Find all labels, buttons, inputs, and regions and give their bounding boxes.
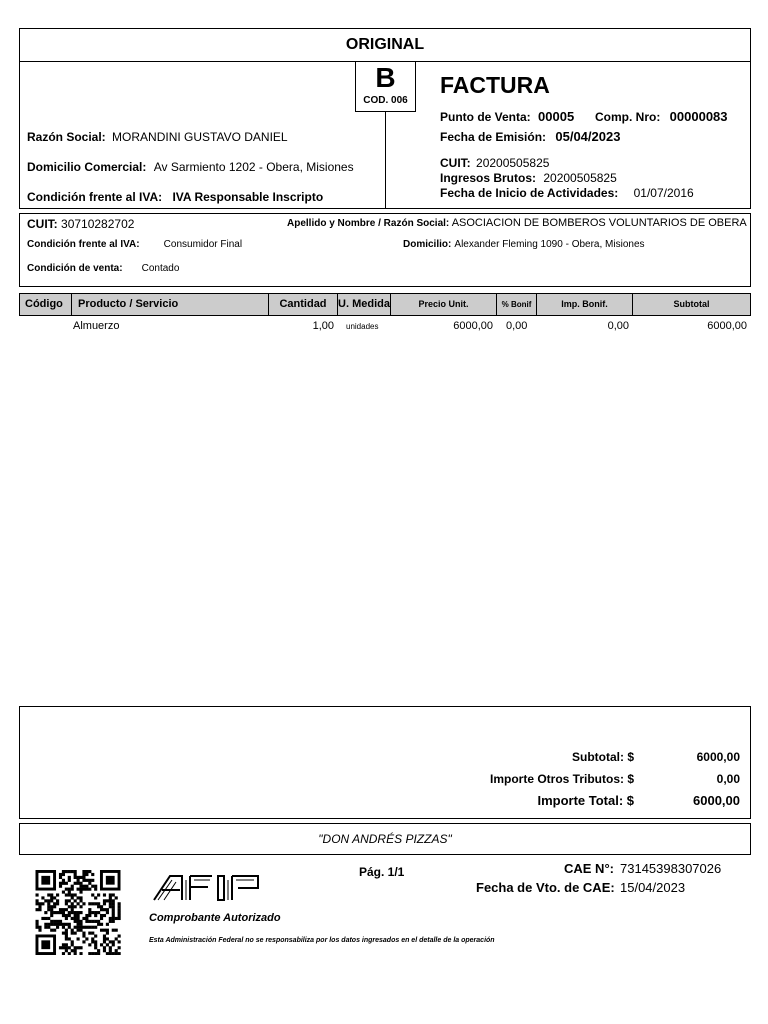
col-producto: Producto / Servicio xyxy=(72,294,269,315)
observation-text: "DON ANDRÉS PIZZAS" xyxy=(318,832,452,846)
issuer-domicilio: Domicilio Comercial: Av Sarmiento 1202 - Obera, Misiones xyxy=(27,160,354,174)
col-cantidad: Cantidad xyxy=(269,294,338,315)
fecha-emision: Fecha de Emisión: 05/04/2023 xyxy=(440,129,621,144)
issuer-cuit: CUIT: 20200505825 xyxy=(440,156,550,170)
client-condicion-venta: Condición de venta: Contado xyxy=(27,263,180,274)
header-divider xyxy=(385,110,386,209)
observation-box xyxy=(19,823,751,855)
copy-label: ORIGINAL xyxy=(345,36,425,53)
copy-label-box xyxy=(19,28,751,62)
col-precio: Precio Unit. xyxy=(391,294,497,315)
row-subtotal: 6000,00 xyxy=(707,320,747,332)
invoice-title: FACTURA xyxy=(440,72,550,98)
row-cantidad: 1,00 xyxy=(312,320,334,332)
otros-tributos-value: 0,00 xyxy=(716,772,740,786)
issuer-iva: Condición frente al IVA: IVA Responsable Inscripto xyxy=(27,190,324,204)
qr-code xyxy=(33,870,123,955)
invoice-code: COD. 006 xyxy=(363,95,408,106)
authorized-label: Comprobante Autorizado xyxy=(149,912,281,924)
table-row xyxy=(19,320,751,336)
items-table-header xyxy=(19,293,751,316)
client-iva: Condición frente al IVA: Consumidor Final xyxy=(27,239,243,250)
cae-vto-label: Fecha de Vto. de CAE: xyxy=(476,880,615,895)
row-precio: 6000,00 xyxy=(453,320,493,332)
inicio-actividades: Fecha de Inicio de Actividades: 01/07/2016 xyxy=(440,186,694,200)
row-unidad: unidades xyxy=(346,322,379,331)
cae-vto-value: 15/04/2023 xyxy=(620,880,686,895)
page-number: Pág. 1/1 xyxy=(359,865,405,879)
col-imp-bonif: Imp. Bonif. xyxy=(537,294,633,315)
totals-box xyxy=(19,706,751,819)
col-codigo: Código xyxy=(20,294,72,315)
client-domicilio: Domicilio: Alexander Fleming 1090 - Obera, Misiones xyxy=(403,239,645,250)
row-bonif-pct: 0,00 xyxy=(506,320,528,332)
ingresos-brutos: Ingresos Brutos: 20200505825 xyxy=(440,171,617,185)
col-unidad: U. Medida xyxy=(338,294,391,315)
client-nombre: Apellido y Nombre / Razón Social: ASOCIACION DE BOMBEROS VOLUNTARIOS DE OBERA xyxy=(287,217,747,229)
invoice-letter-box xyxy=(355,61,416,112)
client-cuit: CUIT: 30710282702 xyxy=(27,217,135,231)
col-bonif-pct: % Bonif xyxy=(497,294,537,315)
punto-venta: Punto de Venta: 00005 xyxy=(440,109,575,124)
col-subtotal: Subtotal xyxy=(673,299,710,309)
cae-value: 73145398307026 xyxy=(620,861,722,876)
cae-label: CAE N°: xyxy=(564,861,614,876)
afip-logo xyxy=(150,872,265,904)
total-value: 6000,00 xyxy=(693,793,740,808)
otros-tributos-label: Importe Otros Tributos: $ xyxy=(489,772,634,786)
total-label: Importe Total: $ xyxy=(537,793,634,808)
row-imp-bonif: 0,00 xyxy=(607,320,629,332)
comp-nro: Comp. Nro: 00000083 xyxy=(595,109,728,124)
subtotal-label: Subtotal: $ xyxy=(572,750,634,764)
subtotal-value: 6000,00 xyxy=(696,750,740,764)
disclaimer: Esta Administración Federal no se responsabiliza por los datos ingresados en el detalle de la operación xyxy=(149,937,495,944)
issuer-razon-social: Razón Social: MORANDINI GUSTAVO DANIEL xyxy=(27,130,288,144)
row-producto: Almuerzo xyxy=(73,320,120,332)
invoice-letter: B xyxy=(375,62,396,93)
